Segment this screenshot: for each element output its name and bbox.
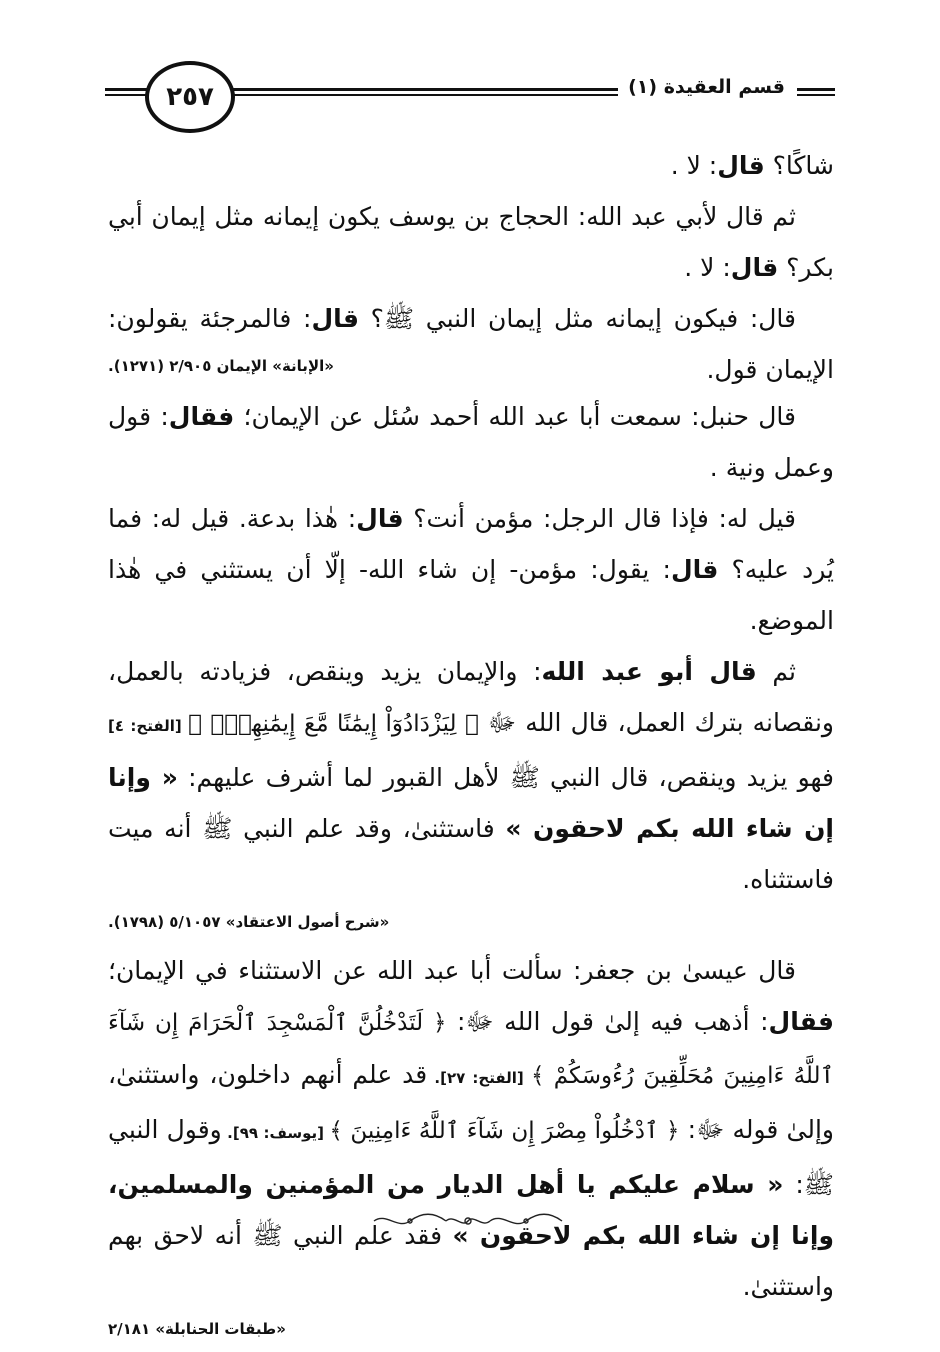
p5-text-end: : يقول: مؤمن- إن شاء الله- إلّا أن يستثني في هٰذا الموضع. xyxy=(108,555,834,635)
p7-text-c: قد علم أنهم داخلون، واستثنىٰ، وإلىٰ قوله ﷻ: xyxy=(108,1060,834,1144)
reference-ibana: «الإبانة» الإيمان ٢/٩٠٥ (١٢٧١). xyxy=(108,357,334,375)
header-rule-right xyxy=(797,88,835,96)
p6-text-c: فهو يزيد وينقص، قال النبي ﷺ لأهل القبور لما أشرف عليهم: xyxy=(177,763,834,792)
paragraph-4 xyxy=(108,391,834,493)
p4-keyword: فقال xyxy=(168,402,235,431)
verse-ref-fath-4: [الفتح: ٤] xyxy=(108,717,189,735)
p1-keyword: قال xyxy=(717,151,765,180)
p6-speaker: قال أبو عبد الله xyxy=(541,657,757,686)
p1-text: شاكًا؟ xyxy=(764,151,834,180)
section-title: قسم العقيدة (١) xyxy=(618,76,795,98)
paragraph-6 xyxy=(108,646,834,905)
p5-keyword-1: قال xyxy=(356,504,404,533)
paragraph-1 xyxy=(108,140,834,191)
p6-text-a: ثم xyxy=(756,657,797,686)
quran-verse-fath-4: ﴿ لِيَزْدَادُوٓاْ إِيمَٰنًا مَّعَ إِيمَٰنِهِمْۗ ﴾ xyxy=(188,711,479,737)
main-text xyxy=(108,140,834,1352)
p2-text-end: : لا . xyxy=(684,253,731,282)
p7-text-e: فقد علم النبي ﷺ أنه لاحق بهم واستثنىٰ. xyxy=(108,1221,834,1301)
p6-text-d: فاستثنىٰ، وقد علم النبي ﷺ أنه ميت فاستثناه. xyxy=(108,814,834,894)
p5-keyword-2: قال xyxy=(670,555,719,584)
quran-verse-fath-27: ﴿ لَتَدْخُلُنَّ ٱلْمَسْجِدَ ٱلْحَرَامَ إِن شَآءَ ٱللَّهُ ءَامِنِينَ مُحَلِّقِينَ رُءُوسَكُمْ ﴾ xyxy=(108,1010,834,1089)
p5-text: قيل له: فإذا قال الرجل: مؤمن أنت؟ xyxy=(403,504,796,533)
p3-text-end: : فالمرجئة يقولون: الإيمان قول. xyxy=(108,304,834,384)
reference-tabaqat: «طبقات الحنابلة» ٢/١٨١ xyxy=(108,1320,286,1338)
p7-text-d: وقول النبي ﷺ: xyxy=(108,1115,834,1199)
p3-text: قال: فيكون إيمانه مثل إيمان النبي ﷺ؟ xyxy=(358,304,797,333)
page-header xyxy=(105,58,835,133)
paragraph-5 xyxy=(108,493,834,646)
p1-text-end: : لا . xyxy=(670,151,718,180)
hadith-quote-1: « وإنا إن شاء الله بكم لاحقون » xyxy=(108,763,834,843)
ornament-divider xyxy=(370,1210,566,1232)
p2-keyword: قال xyxy=(730,253,779,282)
p7-text-b: : أذهب فيه إلىٰ قول الله ﷻ: xyxy=(446,1007,769,1036)
paragraph-2 xyxy=(108,191,834,293)
verse-ref-yusuf-99: [يوسف: ٩٩]. xyxy=(221,1124,330,1142)
p3-keyword: قال xyxy=(311,304,359,333)
page-number-badge: ٢٥٧ xyxy=(145,61,235,133)
header-rule-left xyxy=(105,88,150,96)
hadith-quote-2: « سلام عليكم يا أهل الديار من المؤمنين والمسلمين، وإنا إن شاء الله بكم لاحقون » xyxy=(108,1170,834,1250)
p2-text: ثم قال لأبي عبد الله: الحجاج بن يوسف يكون إيمانه مثل إيمان أبي بكر؟ xyxy=(108,202,834,282)
p4-text: قال حنبل: سمعت أبا عبد الله أحمد سُئل عن الإيمان؛ xyxy=(234,402,796,431)
p7-text-a: قال عيسىٰ بن جعفر: سألت أبا عبد الله عن الاستثناء في الإيمان؛ xyxy=(108,956,796,985)
p4-text-end: : قول وعمل ونية . xyxy=(108,402,834,482)
verse-ref-fath-27: [الفتح: ٢٧]. xyxy=(427,1069,531,1087)
paragraph-7 xyxy=(108,945,834,1312)
p6-text-b: : والإيمان يزيد وينقص، فزيادته بالعمل، ونقصانه بترك العمل، قال الله ﷻ xyxy=(108,657,834,737)
p7-keyword-1: فقال xyxy=(768,1007,834,1036)
quran-verse-yusuf-99: ﴿ ٱدْخُلُواْ مِصْرَ إِن شَآءَ ٱللَّهُ ءَامِنِينَ ﴾ xyxy=(329,1118,680,1144)
p5-text-mid: : هٰذا بدعة. قيل له: فما يُرد عليه؟ xyxy=(108,504,834,584)
reference-sharh-usul: «شرح أصول الاعتقاد» ٥/١٠٥٧ (١٧٩٨). xyxy=(108,913,390,931)
